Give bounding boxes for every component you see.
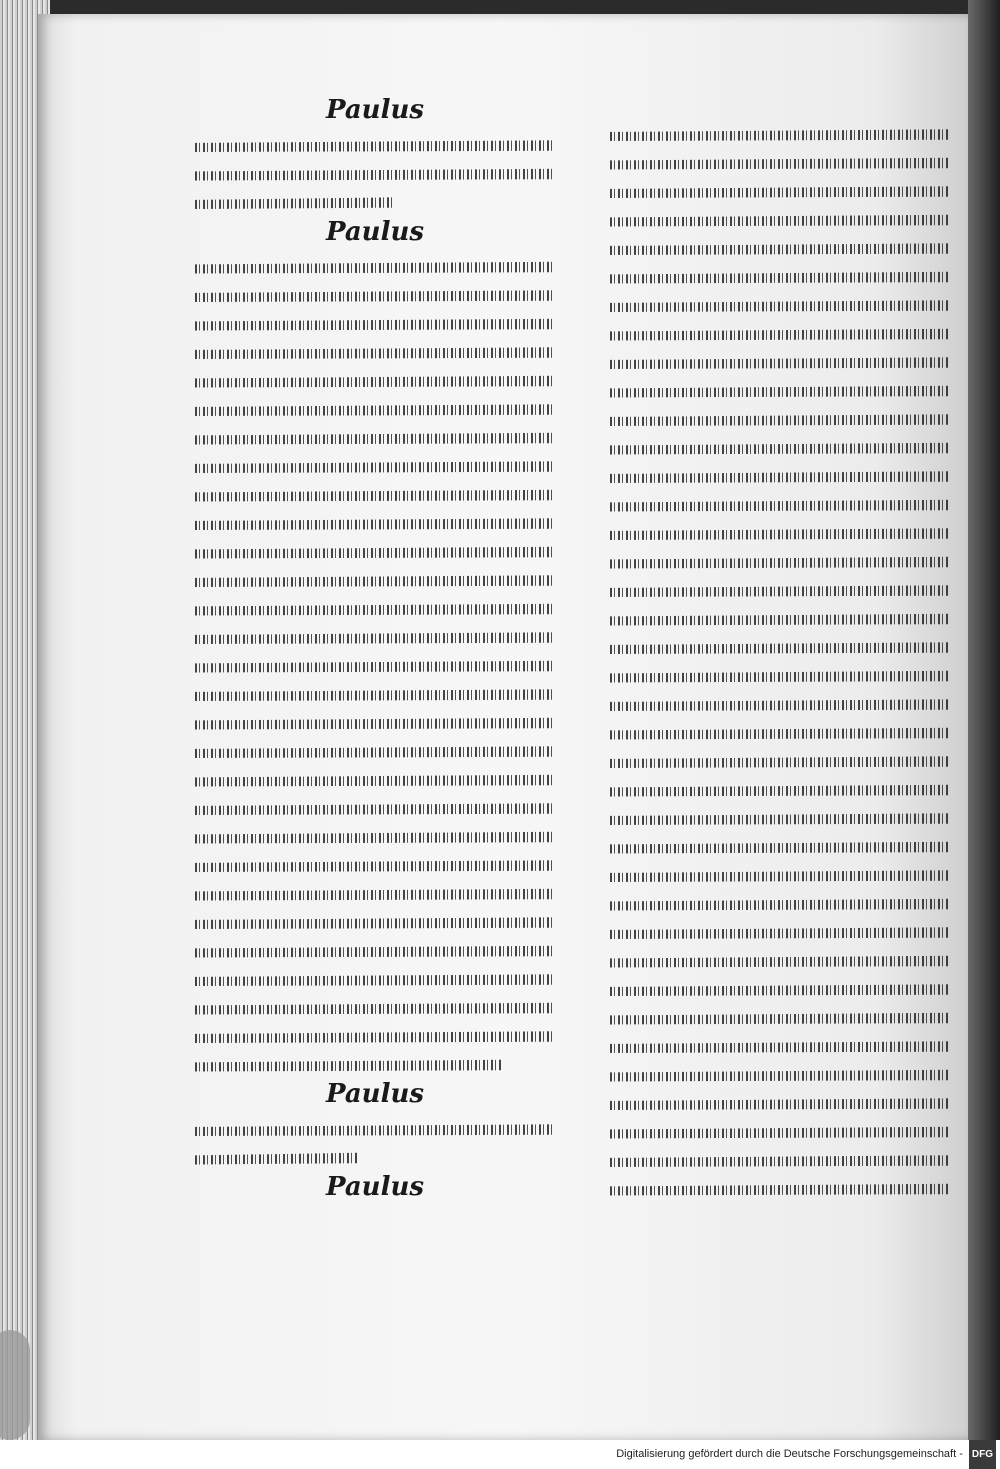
script-line [195,1022,555,1051]
script-line [195,908,555,937]
script-line [610,776,950,805]
script-line [610,120,950,149]
script-line [195,424,555,453]
text-block [610,120,950,1203]
script-line [195,709,555,738]
script-line [610,1004,950,1033]
script-line [610,149,950,178]
script-line [610,804,950,833]
script-line [610,491,950,520]
rubric-heading: Paulus [325,95,425,125]
script-line [195,538,555,567]
script-line [610,462,950,491]
script-line [195,794,555,823]
dfg-logo: DFG [969,1440,996,1469]
script-line [610,662,950,691]
script-line [610,918,950,947]
script-line [195,1051,501,1080]
script-line [610,1032,950,1061]
script-line [195,880,555,909]
script-line [610,1146,950,1175]
binding-shadow [968,0,1000,1440]
text-block [195,1115,555,1172]
thumb-shadow [0,1330,30,1440]
script-line [610,747,950,776]
script-line [610,519,950,548]
script-line [195,680,555,709]
script-line [195,367,555,396]
script-line [610,947,950,976]
script-line [195,994,555,1023]
text-block [195,131,555,217]
script-line [610,234,950,263]
script-line [610,377,950,406]
script-line [195,1144,357,1173]
script-line [610,1061,950,1090]
script-line [610,690,950,719]
rubric-heading: Paulus [325,216,425,247]
right-column [610,120,950,1203]
script-line [195,452,555,481]
script-line [195,131,555,160]
script-line [610,605,950,634]
script-line [610,576,950,605]
script-line [610,633,950,662]
script-line [610,405,950,434]
script-line [195,623,555,652]
script-line [610,833,950,862]
rubric-heading: Paulus [325,1172,425,1202]
script-line [195,937,555,966]
left-column [195,95,555,1208]
script-line [610,177,950,206]
script-line [195,766,555,795]
script-line [610,206,950,235]
script-line [610,434,950,463]
script-line [610,719,950,748]
script-line [610,291,950,320]
script-line [195,160,555,189]
script-line [610,861,950,890]
text-block [195,253,555,1080]
script-line [195,965,555,994]
script-line [610,320,950,349]
script-line [610,348,950,377]
script-line [195,823,555,852]
script-line [195,253,555,282]
script-line [610,548,950,577]
digitization-credit [0,1440,1000,1467]
script-line [195,851,555,880]
script-line [610,263,950,292]
script-line [610,1089,950,1118]
script-line [195,338,555,367]
rubric-heading: Paulus [325,1079,425,1109]
script-line [610,1175,950,1204]
script-line [195,509,555,538]
script-line [195,395,555,424]
script-line [195,595,555,624]
script-line [195,566,555,595]
script-line [195,1115,555,1144]
credit-text: Digitalisierung gefördert durch die Deutsche Forschungsgemeinschaft - [616,1448,963,1461]
script-line [195,281,555,310]
script-line [195,188,393,217]
script-line [610,975,950,1004]
script-line [195,481,555,510]
script-line [195,310,555,339]
script-line [195,652,555,681]
script-line [195,737,555,766]
script-line [610,1118,950,1147]
script-line [610,890,950,919]
